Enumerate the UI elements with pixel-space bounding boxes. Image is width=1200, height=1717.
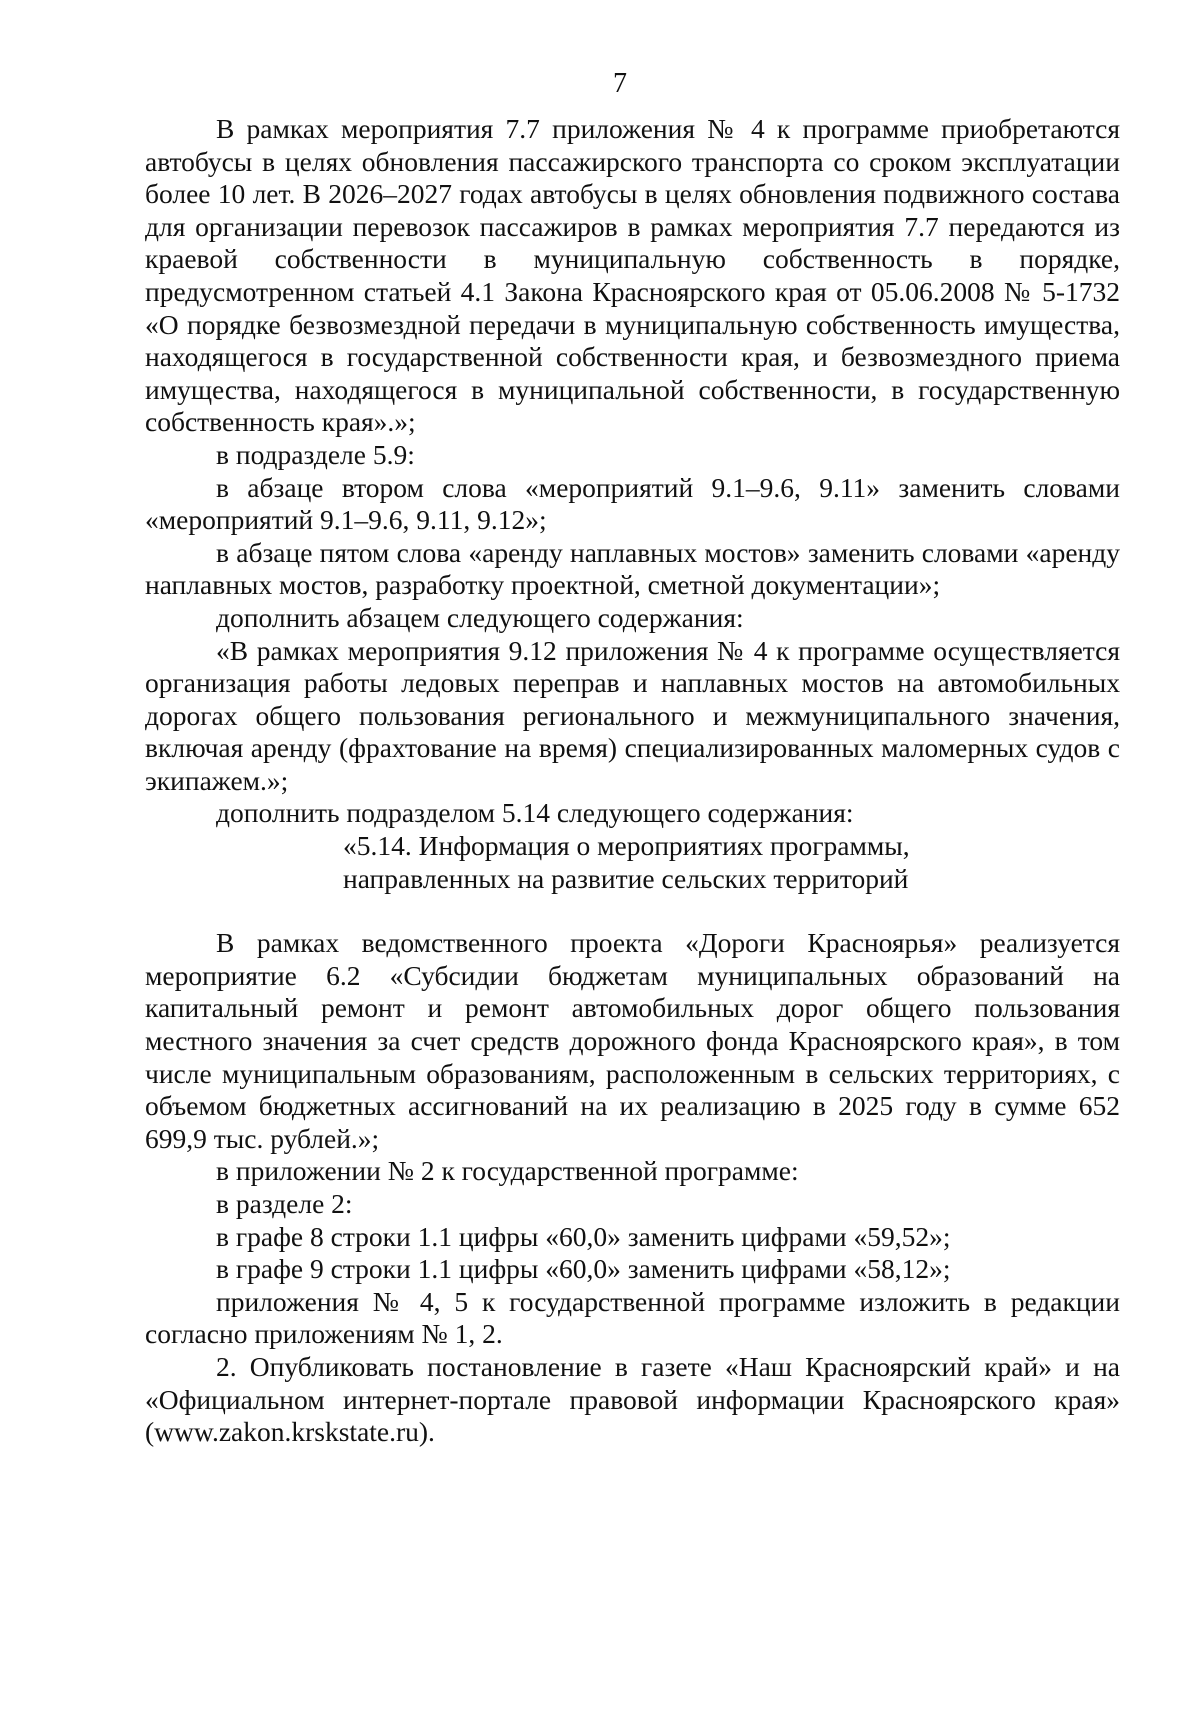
document-body	[145, 113, 1120, 1449]
paragraph-second-abzac: в абзаце втором слова «мероприятий 9.1–9.6, 9.11» заменить словами «мероприятий 9.1–9.6, 9.11, 9.12»;	[145, 471, 1120, 536]
section-heading-line-1: «5.14. Информация о мероприятиях программы,	[343, 830, 910, 862]
paragraph-add-abzac: дополнить абзацем следующего содержания:	[216, 601, 744, 633]
paragraph-roads-project: В рамках ведомственного проекта «Дороги Красноярья» реализуется мероприятие 6.2 «Субсидии бюджетам муниципальных образований на капитальный ремонт и ремонт автомобильных дорог общего пользования местного значения за счет средств дорожного фонда Красноярского края», в том числе муниципальным образованиям, расположенным в сельских территориях, с объемом бюджетных ассигнований на их реализацию в 2025 году в сумме 652 699,9 тыс. рублей.»;	[145, 927, 1120, 1154]
paragraph-add-subsection-5-14: дополнить подразделом 5.14 следующего содержания:	[216, 797, 854, 829]
blank-line	[145, 895, 1120, 927]
paragraph-publish: 2. Опубликовать постановление в газете «Наш Красноярский край» и на «Официальном интернет-портале правовой информации Красноярского края» (www.zakon.krskstate.ru).	[145, 1350, 1120, 1448]
paragraph-buses-measure-7-7: В рамках мероприятия 7.7 приложения № 4 к программе приобретаются автобусы в целях обновления пассажирского транспорта со сроком эксплуатации более 10 лет. В 2026–2027 годах автобусы в целях обновления подвижного состава для организации перевозок пассажиров в рамках мероприятия 7.7 передаются из краевой собственности в муниципальную собственность в порядке, предусмотренном статьей 4.1 Закона Красноярского края от 05.06.2008 № 5-1732 «О порядке безвозмездной передачи в муниципальную собственность имущества, находящегося в государственной собственности края, и безвозмездного приема имущества, находящегося в муниципальной собственности, в государственную собственность края».»;	[145, 113, 1120, 438]
paragraph-appendices-4-5: приложения № 4, 5 к государственной программе изложить в редакции согласно приложениям № 1, 2.	[145, 1285, 1120, 1350]
paragraph-fifth-abzac: в абзаце пятом слова «аренду наплавных мостов» заменить словами «аренду наплавных мостов, разработку проектной, сметной документации»;	[145, 536, 1120, 601]
paragraph-subsection-5-9: в подразделе 5.9:	[216, 438, 415, 470]
section-heading-line-2: направленных на развитие сельских территорий	[343, 862, 909, 894]
paragraph-appendix-2: в приложении № 2 к государственной программе:	[216, 1155, 799, 1187]
paragraph-section-2: в разделе 2:	[216, 1188, 353, 1219]
page-number: 7	[613, 68, 627, 99]
paragraph-measure-9-12: «В рамках мероприятия 9.12 приложения № 4 к программе осуществляется организация работы ледовых переправ и наплавных мостов на автомобильных дорогах общего пользования регионального и межмуниципального значения, включая аренду (фрахтование на время) специализированных маломерных судов с экипажем.»;	[145, 634, 1120, 796]
paragraph-column-8: в графе 8 строки 1.1 цифры «60,0» заменить цифрами «59,52»;	[216, 1220, 951, 1252]
paragraph-column-9: в графе 9 строки 1.1 цифры «60,0» заменить цифрами «58,12»;	[216, 1253, 951, 1285]
